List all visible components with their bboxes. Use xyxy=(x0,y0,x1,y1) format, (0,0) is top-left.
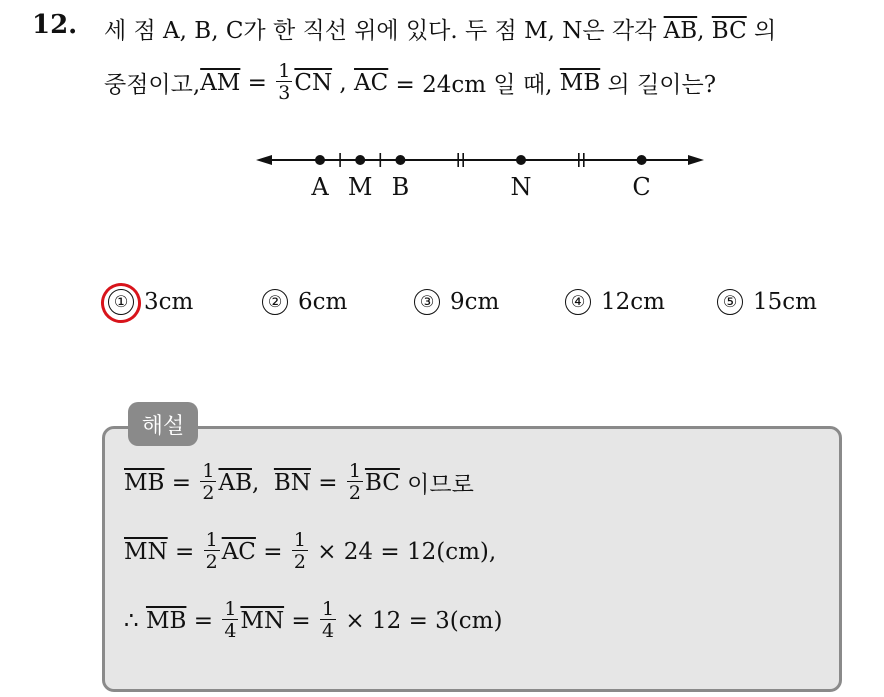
solution-row-1 xyxy=(124,462,474,503)
point-label: A xyxy=(311,173,329,201)
segment-cn: $\overline{CN}$ xyxy=(294,69,333,96)
option-number: ⑤ xyxy=(717,289,743,315)
equals: = xyxy=(255,538,290,565)
point-dot xyxy=(315,155,325,165)
segment-mn: $\overline{MN}$ xyxy=(124,538,168,565)
question-end: 의 길이는? xyxy=(600,72,717,98)
question-text: 중점이고, xyxy=(104,72,201,98)
fraction-denominator: 3 xyxy=(278,82,291,104)
option-1[interactable] xyxy=(108,289,193,315)
fraction-denominator: 2 xyxy=(348,482,361,504)
comma: , xyxy=(332,69,355,96)
solution-title: 해설 xyxy=(128,402,198,446)
line-diagram xyxy=(252,140,712,210)
fraction-numerator: 1 xyxy=(293,529,306,551)
option-number: ③ xyxy=(414,289,440,315)
right-arrow-icon xyxy=(688,155,704,165)
equation-text: = 24cm 일 때, xyxy=(388,72,560,98)
point-dot xyxy=(516,155,526,165)
option-number: ① xyxy=(108,289,134,315)
segment-mb: $\overline{MB}$ xyxy=(124,469,165,496)
segment-ab: $\overline{AB}$ xyxy=(218,469,252,496)
option-text: 12cm xyxy=(601,289,665,315)
fraction-numerator: 1 xyxy=(202,460,215,482)
fraction-numerator: 1 xyxy=(205,529,218,551)
fraction-numerator: 1 xyxy=(224,598,237,620)
option-number: ② xyxy=(262,289,288,315)
segment-bc: $\overline{BC}$ xyxy=(364,469,400,496)
point-label: B xyxy=(391,173,410,201)
segment-ab: $\overline{AB}$ xyxy=(663,18,698,44)
fraction xyxy=(292,531,308,572)
segment-bc: $\overline{BC}$ xyxy=(711,18,747,44)
option-text: 3cm xyxy=(144,289,194,315)
comma: , xyxy=(697,18,712,44)
point-label: N xyxy=(510,173,532,201)
segment-ac: $\overline{AC}$ xyxy=(221,538,256,565)
fraction xyxy=(204,531,220,572)
option-5[interactable] xyxy=(717,289,817,315)
fraction-denominator: 2 xyxy=(202,482,215,504)
solution-row-3 xyxy=(124,600,502,641)
diagram-group xyxy=(256,153,704,201)
fraction-numerator: 1 xyxy=(278,60,291,82)
therefore-symbol: ∴ xyxy=(124,607,146,634)
solution-text: 이므로 xyxy=(399,472,474,498)
fraction-denominator: 2 xyxy=(293,551,306,573)
segment-mb: $\overline{MB}$ xyxy=(559,69,601,96)
fraction xyxy=(200,462,216,503)
equals: = xyxy=(310,469,345,496)
segment-ac: $\overline{AC}$ xyxy=(354,69,389,96)
solution-row-2 xyxy=(124,531,496,572)
question-text: 세 점 A, B, C가 한 직선 위에 있다. 두 점 M, N은 각각 xyxy=(104,18,664,44)
option-text: 6cm xyxy=(298,289,348,315)
option-number: ④ xyxy=(565,289,591,315)
left-arrow-icon xyxy=(256,155,272,165)
segment-am: $\overline{AM}$ xyxy=(200,69,241,96)
point-dot xyxy=(395,155,405,165)
option-text: 15cm xyxy=(753,289,817,315)
equals: = xyxy=(284,607,318,634)
solution-text: × 12 = 3(cm) xyxy=(338,607,503,634)
equals: = xyxy=(186,607,221,634)
fraction-denominator: 4 xyxy=(224,620,237,642)
fraction-numerator: 1 xyxy=(322,598,335,620)
fraction-denominator: 4 xyxy=(322,620,335,642)
segment-mn: $\overline{MN}$ xyxy=(240,607,285,634)
question-line-1 xyxy=(104,12,776,45)
fraction xyxy=(222,600,238,641)
question-number: 12. xyxy=(32,10,78,40)
option-2[interactable] xyxy=(262,289,347,315)
fraction xyxy=(347,462,363,503)
segment-bn: $\overline{BN}$ xyxy=(273,469,311,496)
fraction xyxy=(320,600,336,641)
question-line-2 xyxy=(104,62,716,103)
separator: , xyxy=(251,469,274,496)
point-label: C xyxy=(632,173,651,201)
option-text: 9cm xyxy=(450,289,500,315)
point-dot xyxy=(355,155,365,165)
fraction-denominator: 2 xyxy=(205,551,218,573)
fraction-one-third xyxy=(276,62,292,103)
equals: = xyxy=(240,69,275,96)
solution-text: × 24 = 12(cm), xyxy=(309,538,497,565)
option-3[interactable] xyxy=(414,289,499,315)
fraction-numerator: 1 xyxy=(348,460,361,482)
point-label: M xyxy=(347,173,373,201)
segment-mb: $\overline{MB}$ xyxy=(145,607,187,634)
option-4[interactable] xyxy=(565,289,665,315)
point-dot xyxy=(637,155,647,165)
josa: 의 xyxy=(746,18,777,44)
equals: = xyxy=(167,538,202,565)
equals: = xyxy=(164,469,199,496)
